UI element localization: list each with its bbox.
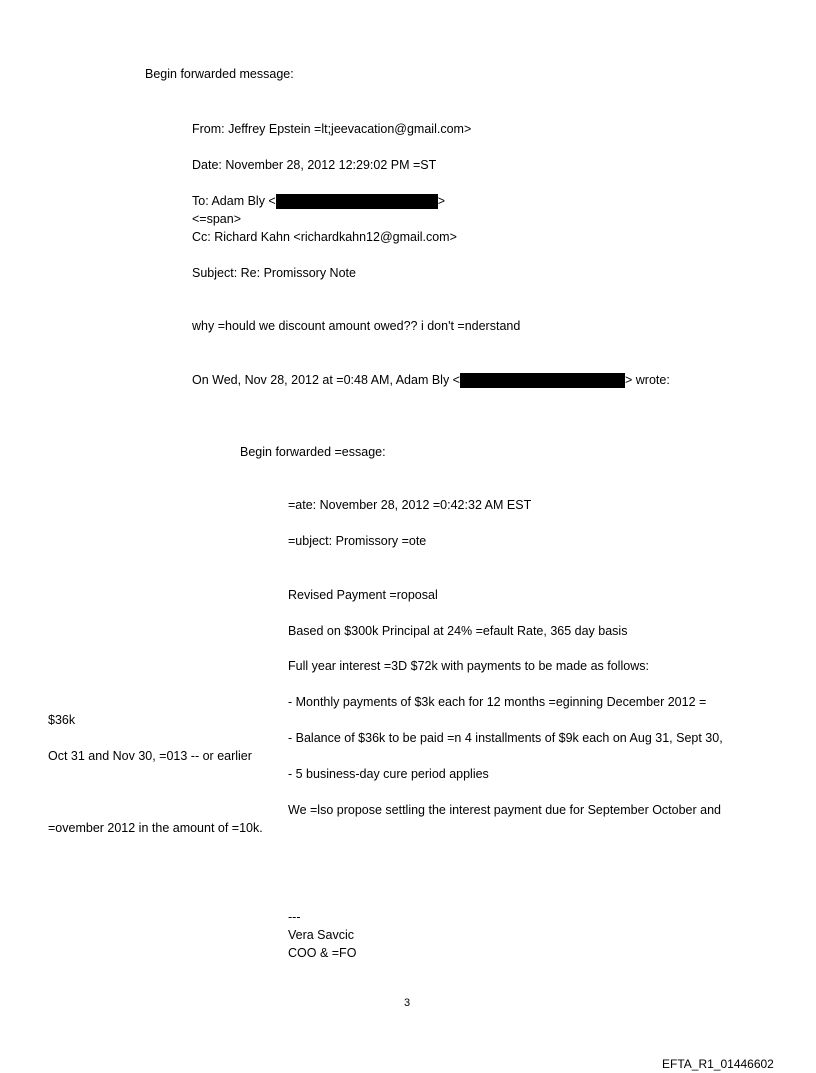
bullet-balance-wrap: Oct 31 and Nov 30, =013 -- or earlier	[48, 749, 252, 763]
proposal-basis: Based on $300k Principal at 24% =efault Rate, 365 day basis	[288, 624, 628, 638]
signature-title: COO & =FO	[288, 946, 357, 960]
document-id: EFTA_R1_01446602	[662, 1057, 774, 1071]
to-prefix: To: Adam Bly <	[192, 194, 276, 208]
span-tag-line: <=span>	[192, 212, 242, 226]
outer-from-line: From: Jeffrey Epstein =lt;jeevacation@gmail.com>	[192, 122, 472, 136]
inner-forward-heading: Begin forwarded =essage:	[240, 445, 386, 459]
redaction-bar	[460, 373, 625, 388]
to-suffix: >	[437, 194, 446, 208]
inner-date-line: =ate: November 28, 2012 =0:42:32 AM EST	[288, 498, 532, 512]
proposal-interest: Full year interest =3D $72k with payments to be made as follows:	[288, 659, 649, 673]
propose-line: We =lso propose settling the interest payment due for September October and	[288, 803, 722, 817]
bullet-monthly-wrap: $36k	[48, 713, 76, 727]
outer-to-line	[192, 194, 445, 209]
page-number: 3	[404, 997, 411, 1009]
bullet-monthly: - Monthly payments of $3k each for 12 months =eginning December 2012 =	[288, 695, 707, 709]
redaction-bar	[276, 194, 438, 209]
proposal-title: Revised Payment =roposal	[288, 588, 438, 602]
wrote-line	[192, 373, 670, 388]
wrote-suffix: > wrote:	[624, 373, 670, 387]
wrote-prefix: On Wed, Nov 28, 2012 at =0:48 AM, Adam Bly <	[192, 373, 460, 387]
bullet-cure-period: - 5 business-day cure period applies	[288, 767, 489, 781]
outer-subject-line: Subject: Re: Promissory Note	[192, 266, 356, 280]
signature-separator: ---	[288, 910, 301, 924]
signature-name: Vera Savcic	[288, 928, 355, 942]
reply-body: why =hould we discount amount owed?? i don't =nderstand	[192, 319, 521, 333]
propose-wrap: =ovember 2012 in the amount of =10k.	[48, 821, 263, 835]
outer-date-line: Date: November 28, 2012 12:29:02 PM =ST	[192, 158, 437, 172]
outer-forward-heading: Begin forwarded message:	[145, 67, 294, 81]
outer-cc-line: Cc: Richard Kahn <richardkahn12@gmail.com>	[192, 230, 457, 244]
inner-subject-line: =ubject: Promissory =ote	[288, 534, 427, 548]
bullet-balance: - Balance of $36k to be paid =n 4 installments of $9k each on Aug 31, Sept 30,	[288, 731, 723, 745]
